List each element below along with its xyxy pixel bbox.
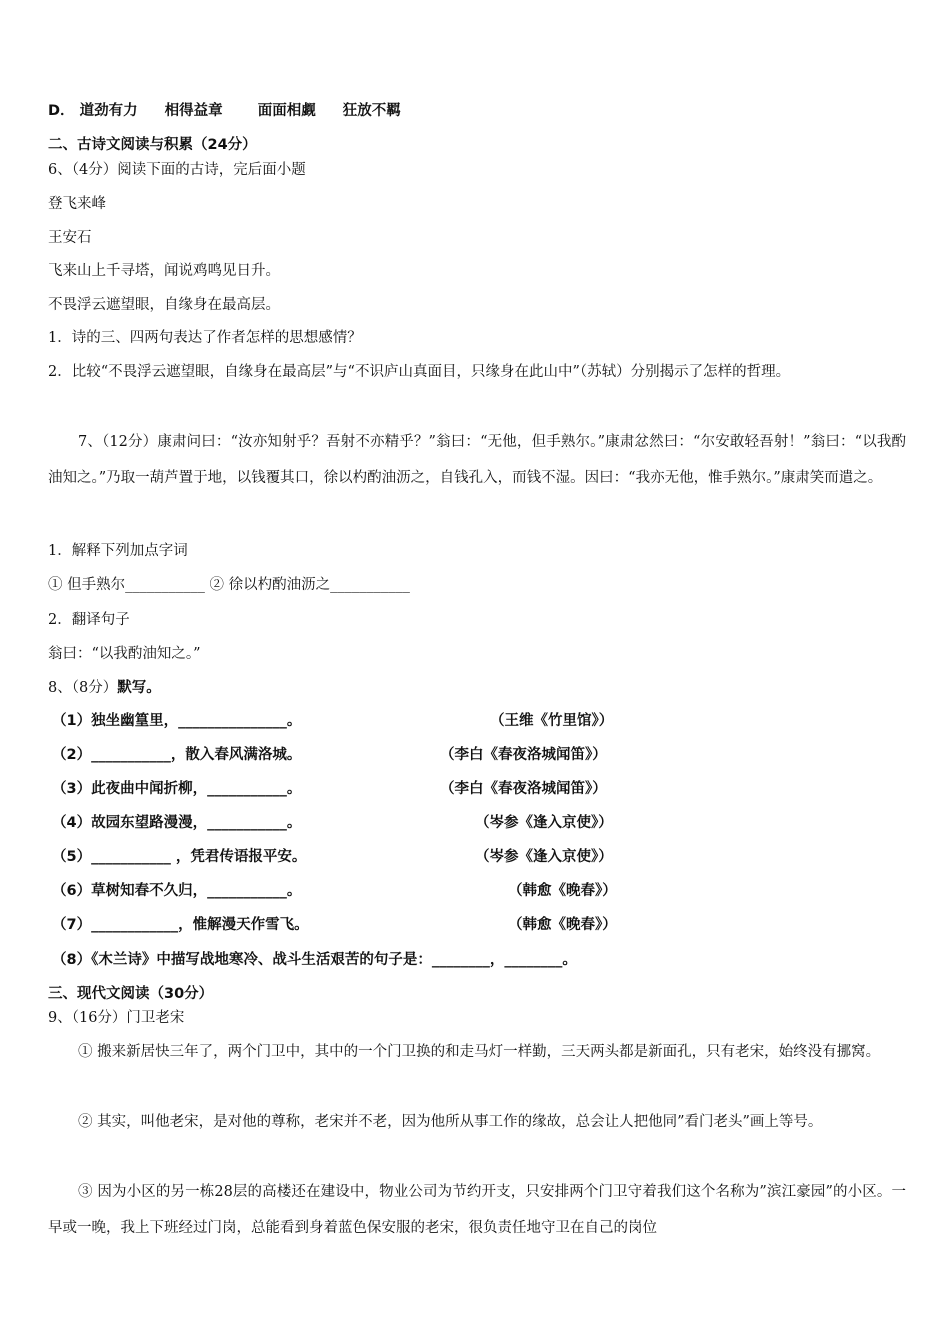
q8-item-6-source: （韩愈《晚春》） [508, 883, 617, 899]
q8-item-4: （4）故园东望路漫漫，___________。 [52, 815, 302, 831]
passage-paragraph-2: ② 其实，叫他老宋，是对他的尊称，老宋并不老，因为他所从事工作的缘故，总会让人把他同”看门老头”画上等号。 [78, 1114, 823, 1130]
option-d-line [48, 101, 401, 121]
q8-item-2-source: （李白《春夜洛城闻笛》） [440, 747, 607, 763]
q6-sub-question-1: 1．诗的三、四两句表达了作者怎样的思想感情？ [48, 330, 362, 346]
passage-paragraph-1: ① 搬来新居快三年了，两个门卫中，其中的一个门卫换的和走马灯一样勤，三天两头都是新面孔，只有老宋，始终没有挪窝。 [78, 1044, 881, 1060]
q8-intro-label: 8、（8分） [48, 680, 118, 696]
q6-intro: 6、（4分）阅读下面的古诗，完后面小题 [48, 162, 306, 178]
q8-intro [48, 678, 161, 698]
q8-item-5: （5）___________ ，凭君传语报平安。 [52, 849, 307, 865]
q6-sub-question-2: 2．比较“不畏浮云遮望眼，自缘身在最高层”与“不识庐山真面目，只缘身在此山中”（苏轼）分别揭示了怎样的哲理。 [48, 364, 791, 380]
q8-item-8: （8）《木兰诗》中描写战地寒冷、战斗生活艰苦的句子是：________，________。 [52, 952, 577, 968]
q8-item-7-source: （韩愈《晚春》） [508, 917, 617, 933]
poem-line-1: 飞来山上千寻塔，闻说鸡鸣见日升。 [48, 263, 280, 279]
poem-line-2: 不畏浮云遮望眼，自缘身在最高层。 [48, 297, 280, 313]
q8-item-3: （3）此夜曲中闻折柳，___________。 [52, 781, 302, 797]
q8-item-7: （7）____________，惟解漫天作雪飞。 [52, 917, 309, 933]
q9-intro: 9、（16分）门卫老宋 [48, 1010, 185, 1026]
q8-item-6: （6）草树知春不久归，___________。 [52, 883, 302, 899]
poem-title: 登飞来峰 [48, 196, 106, 212]
q7-passage: 7、（12分）康肃问曰：“汝亦知射乎？吾射不亦精乎？”翁曰：“无他，但手熟尔。”康肃忿然曰：“尔安敢轻吾射！”翁曰：“以我酌油知之。”乃取一葫芦置于地，以钱覆其口，徐以杓酌油沥之，自钱孔入，而钱不湿。因曰：“我亦无他，惟手熟尔。”康肃笑而遣之。 [48, 434, 906, 486]
option-d-word-1: 道劲有力 [79, 103, 138, 119]
option-d-word-2: 相得益章 [164, 103, 223, 119]
option-d-label: D． [48, 103, 75, 119]
q8-item-1: （1）独坐幽篁里，_______________。 [52, 713, 302, 729]
q8-intro-title: 默写。 [117, 680, 161, 696]
q8-item-1-source: （王维《竹里馆》） [490, 713, 614, 729]
q7-sub-question-2: 2．翻译句子 [48, 612, 130, 628]
q8-item-3-source: （李白《春夜洛城闻笛》） [440, 781, 607, 797]
poem-author: 王安石 [48, 230, 92, 246]
q8-item-4-source: （岑参《逢入京使》） [475, 815, 613, 831]
q7-sub-question-1: 1．解释下列加点字词 [48, 543, 188, 559]
option-d-word-4: 狂放不羁 [342, 103, 401, 119]
q8-item-5-source: （岑参《逢入京使》） [475, 849, 613, 865]
q7-blanks: ① 但手熟尔___________ ② 徐以杓酌油沥之___________ [48, 577, 410, 593]
q8-item-2: （2）___________，散入春风满洛城。 [52, 747, 302, 763]
section2-heading: 二、古诗文阅读与积累（24分） [48, 137, 257, 153]
q7-sentence: 翁曰：“以我酌油知之。” [48, 646, 201, 662]
passage-paragraph-3: ③ 因为小区的另一栋28层的高楼还在建设中，物业公司为节约开支，只安排两个门卫守着我们这个名称为”滨江豪园”的小区。一早或一晚，我上下班经过门岗，总能看到身着蓝色保安服的老宋，很负责任地守卫在自己的岗位 [48, 1184, 906, 1236]
option-d-word-3: 面面相觑 [257, 103, 316, 119]
section3-heading: 三、现代文阅读（30分） [48, 986, 214, 1002]
